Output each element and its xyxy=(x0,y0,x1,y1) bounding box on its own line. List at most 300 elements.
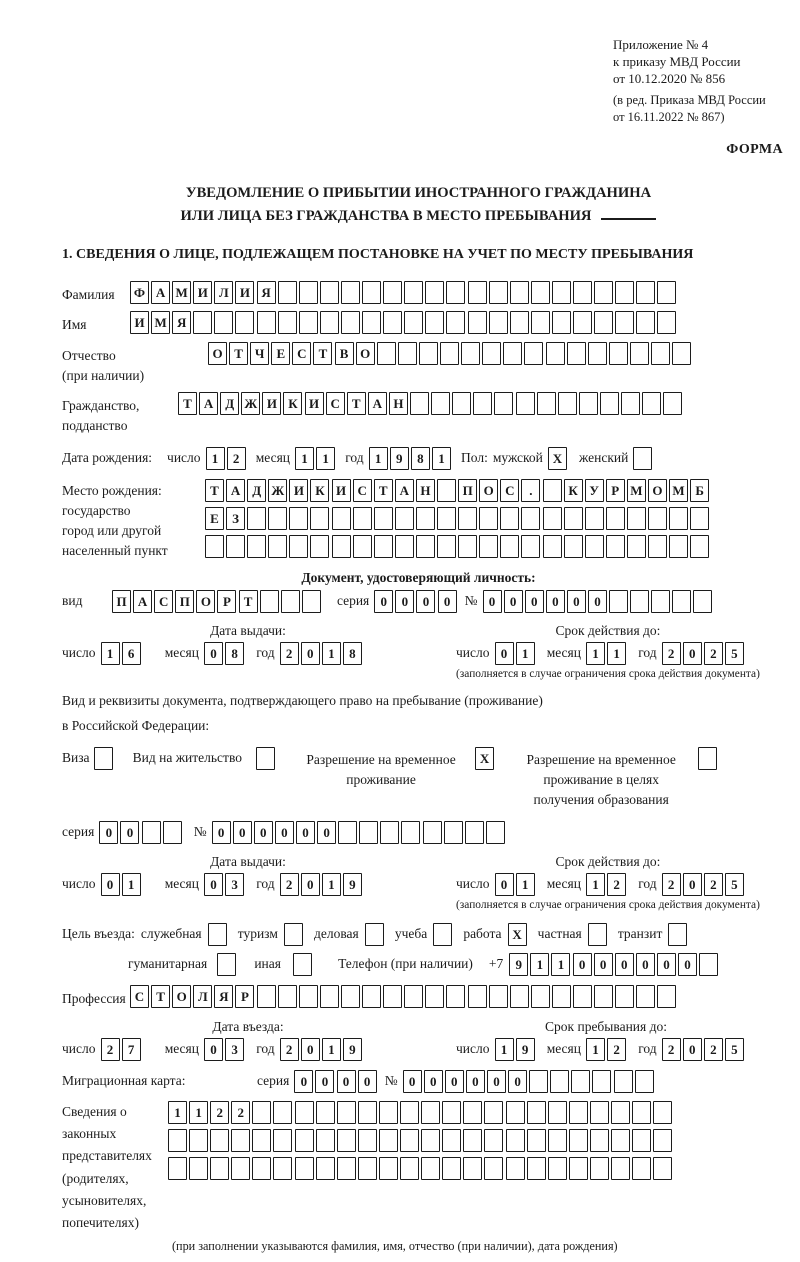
char-cell[interactable]: 0 xyxy=(317,821,336,844)
char-cell[interactable] xyxy=(461,342,480,365)
char-cell[interactable] xyxy=(416,507,435,530)
char-cell[interactable] xyxy=(440,342,459,365)
char-cell[interactable] xyxy=(594,311,613,334)
char-cell[interactable] xyxy=(564,507,583,530)
char-cell[interactable] xyxy=(189,1129,208,1152)
char-cell[interactable] xyxy=(548,1101,567,1124)
char-cell[interactable]: 0 xyxy=(294,1070,313,1093)
char-cell[interactable] xyxy=(564,535,583,558)
identity-type-cells[interactable] xyxy=(112,590,323,613)
char-cell[interactable]: П xyxy=(112,590,131,613)
char-cell[interactable]: 1 xyxy=(586,873,605,896)
char-cell[interactable] xyxy=(383,311,402,334)
char-cell[interactable]: Ж xyxy=(241,392,260,415)
char-cell[interactable] xyxy=(310,507,329,530)
char-cell[interactable] xyxy=(374,507,393,530)
char-cell[interactable] xyxy=(433,923,452,946)
char-cell[interactable]: 0 xyxy=(374,590,393,613)
char-cell[interactable]: 9 xyxy=(390,447,409,470)
char-cell[interactable] xyxy=(606,507,625,530)
char-cell[interactable] xyxy=(529,1070,548,1093)
char-cell[interactable]: X xyxy=(475,747,494,770)
char-cell[interactable] xyxy=(362,985,381,1008)
char-cell[interactable] xyxy=(516,392,535,415)
char-cell[interactable] xyxy=(569,1157,588,1180)
char-cell[interactable] xyxy=(341,281,360,304)
char-cell[interactable] xyxy=(699,953,718,976)
residence-number-cells[interactable] xyxy=(212,821,507,844)
char-cell[interactable] xyxy=(500,535,519,558)
char-cell[interactable] xyxy=(484,1101,503,1124)
char-cell[interactable]: О xyxy=(208,342,227,365)
identity-issue-year-cells[interactable] xyxy=(280,642,364,665)
char-cell[interactable]: Ф xyxy=(130,281,149,304)
char-cell[interactable] xyxy=(609,342,628,365)
char-cell[interactable] xyxy=(416,535,435,558)
char-cell[interactable]: С xyxy=(500,479,519,502)
char-cell[interactable] xyxy=(468,985,487,1008)
char-cell[interactable] xyxy=(193,311,212,334)
char-cell[interactable]: Н xyxy=(389,392,408,415)
entry-month-cells[interactable] xyxy=(204,1038,246,1061)
char-cell[interactable] xyxy=(521,535,540,558)
char-cell[interactable]: С xyxy=(292,342,311,365)
char-cell[interactable] xyxy=(395,535,414,558)
residence-valid-month-cells[interactable] xyxy=(586,873,628,896)
char-cell[interactable] xyxy=(208,923,227,946)
char-cell[interactable]: Л xyxy=(193,985,212,1008)
char-cell[interactable] xyxy=(527,1101,546,1124)
char-cell[interactable] xyxy=(332,507,351,530)
char-cell[interactable] xyxy=(657,311,676,334)
char-cell[interactable] xyxy=(552,311,571,334)
char-cell[interactable]: 0 xyxy=(438,590,457,613)
char-cell[interactable]: Н xyxy=(416,479,435,502)
char-cell[interactable] xyxy=(379,1157,398,1180)
char-cell[interactable] xyxy=(463,1129,482,1152)
char-cell[interactable]: 0 xyxy=(301,873,320,896)
char-cell[interactable]: Я xyxy=(172,311,191,334)
char-cell[interactable]: 0 xyxy=(678,953,697,976)
char-cell[interactable]: 2 xyxy=(704,1038,723,1061)
char-cell[interactable] xyxy=(594,985,613,1008)
char-cell[interactable] xyxy=(425,281,444,304)
char-cell[interactable] xyxy=(543,507,562,530)
char-cell[interactable] xyxy=(320,281,339,304)
char-cell[interactable] xyxy=(627,535,646,558)
char-cell[interactable] xyxy=(383,985,402,1008)
char-cell[interactable] xyxy=(446,281,465,304)
char-cell[interactable]: 9 xyxy=(516,1038,535,1061)
char-cell[interactable]: 0 xyxy=(683,873,702,896)
char-cell[interactable] xyxy=(642,392,661,415)
patronymic-cells[interactable] xyxy=(208,342,693,365)
char-cell[interactable]: О xyxy=(479,479,498,502)
char-cell[interactable] xyxy=(281,590,300,613)
char-cell[interactable]: 0 xyxy=(358,1070,377,1093)
char-cell[interactable]: 0 xyxy=(525,590,544,613)
entry-year-cells[interactable] xyxy=(280,1038,364,1061)
char-cell[interactable]: 1 xyxy=(586,642,605,665)
char-cell[interactable]: 0 xyxy=(636,953,655,976)
char-cell[interactable]: Т xyxy=(239,590,258,613)
char-cell[interactable] xyxy=(341,311,360,334)
char-cell[interactable] xyxy=(252,1157,271,1180)
char-cell[interactable] xyxy=(669,535,688,558)
residence-issue-day-cells[interactable] xyxy=(101,873,143,896)
char-cell[interactable]: М xyxy=(669,479,688,502)
char-cell[interactable] xyxy=(657,985,676,1008)
char-cell[interactable] xyxy=(615,985,634,1008)
char-cell[interactable]: 0 xyxy=(573,953,592,976)
char-cell[interactable]: Ч xyxy=(250,342,269,365)
char-cell[interactable]: О xyxy=(196,590,215,613)
char-cell[interactable]: 1 xyxy=(206,447,225,470)
char-cell[interactable]: 0 xyxy=(254,821,273,844)
char-cell[interactable]: А xyxy=(395,479,414,502)
char-cell[interactable] xyxy=(592,1070,611,1093)
char-cell[interactable] xyxy=(510,985,529,1008)
char-cell[interactable] xyxy=(537,392,556,415)
char-cell[interactable] xyxy=(337,1129,356,1152)
char-cell[interactable]: 1 xyxy=(586,1038,605,1061)
birth-month-cells[interactable] xyxy=(295,447,337,470)
char-cell[interactable] xyxy=(310,535,329,558)
char-cell[interactable] xyxy=(168,1157,187,1180)
char-cell[interactable]: 8 xyxy=(411,447,430,470)
char-cell[interactable]: К xyxy=(564,479,583,502)
char-cell[interactable] xyxy=(442,1101,461,1124)
char-cell[interactable] xyxy=(257,311,276,334)
char-cell[interactable] xyxy=(377,342,396,365)
char-cell[interactable] xyxy=(252,1129,271,1152)
char-cell[interactable]: 1 xyxy=(369,447,388,470)
char-cell[interactable]: 1 xyxy=(189,1101,208,1124)
char-cell[interactable] xyxy=(260,590,279,613)
char-cell[interactable]: 1 xyxy=(516,873,535,896)
char-cell[interactable]: 8 xyxy=(225,642,244,665)
char-cell[interactable] xyxy=(217,953,236,976)
char-cell[interactable]: 0 xyxy=(495,642,514,665)
char-cell[interactable] xyxy=(550,1070,569,1093)
char-cell[interactable] xyxy=(479,507,498,530)
char-cell[interactable] xyxy=(503,342,522,365)
char-cell[interactable] xyxy=(606,535,625,558)
char-cell[interactable]: 2 xyxy=(280,642,299,665)
surname-cells[interactable] xyxy=(130,281,678,304)
birth-place-cells-row3[interactable] xyxy=(205,535,711,558)
visa-checkbox[interactable] xyxy=(94,747,115,770)
char-cell[interactable] xyxy=(284,923,303,946)
char-cell[interactable]: И xyxy=(193,281,212,304)
char-cell[interactable] xyxy=(548,1129,567,1152)
char-cell[interactable] xyxy=(506,1157,525,1180)
char-cell[interactable] xyxy=(358,1101,377,1124)
birth-year-cells[interactable] xyxy=(369,447,453,470)
char-cell[interactable] xyxy=(289,535,308,558)
char-cell[interactable] xyxy=(600,392,619,415)
char-cell[interactable] xyxy=(458,535,477,558)
char-cell[interactable] xyxy=(463,1101,482,1124)
char-cell[interactable] xyxy=(552,985,571,1008)
char-cell[interactable]: 0 xyxy=(337,1070,356,1093)
char-cell[interactable]: Я xyxy=(257,281,276,304)
char-cell[interactable] xyxy=(404,985,423,1008)
char-cell[interactable] xyxy=(506,1101,525,1124)
char-cell[interactable] xyxy=(546,342,565,365)
char-cell[interactable] xyxy=(698,747,717,770)
char-cell[interactable] xyxy=(510,281,529,304)
char-cell[interactable] xyxy=(672,342,691,365)
char-cell[interactable]: С xyxy=(326,392,345,415)
char-cell[interactable]: 0 xyxy=(424,1070,443,1093)
char-cell[interactable] xyxy=(257,985,276,1008)
char-cell[interactable]: И xyxy=(289,479,308,502)
char-cell[interactable]: 1 xyxy=(551,953,570,976)
turizm-checkbox[interactable] xyxy=(284,923,305,946)
char-cell[interactable] xyxy=(256,747,275,770)
char-cell[interactable]: 5 xyxy=(725,873,744,896)
char-cell[interactable] xyxy=(543,479,562,502)
char-cell[interactable] xyxy=(489,281,508,304)
char-cell[interactable] xyxy=(571,1070,590,1093)
char-cell[interactable] xyxy=(473,392,492,415)
char-cell[interactable]: 1 xyxy=(322,1038,341,1061)
char-cell[interactable]: А xyxy=(199,392,218,415)
char-cell[interactable] xyxy=(231,1129,250,1152)
char-cell[interactable]: 0 xyxy=(403,1070,422,1093)
char-cell[interactable] xyxy=(500,507,519,530)
birth-place-cells-row1[interactable] xyxy=(205,479,711,502)
char-cell[interactable]: 2 xyxy=(210,1101,229,1124)
char-cell[interactable] xyxy=(548,1157,567,1180)
char-cell[interactable] xyxy=(365,923,384,946)
char-cell[interactable]: 0 xyxy=(683,1038,702,1061)
char-cell[interactable]: 0 xyxy=(445,1070,464,1093)
ucheba-checkbox[interactable] xyxy=(433,923,454,946)
char-cell[interactable] xyxy=(636,985,655,1008)
char-cell[interactable] xyxy=(543,535,562,558)
char-cell[interactable] xyxy=(611,1129,630,1152)
char-cell[interactable]: Т xyxy=(229,342,248,365)
char-cell[interactable] xyxy=(374,535,393,558)
char-cell[interactable]: 9 xyxy=(509,953,528,976)
inaya-checkbox[interactable] xyxy=(293,953,314,976)
representatives-cells-row1[interactable] xyxy=(168,1101,674,1124)
char-cell[interactable] xyxy=(395,507,414,530)
char-cell[interactable] xyxy=(524,342,543,365)
representatives-cells-row3[interactable] xyxy=(168,1157,674,1180)
char-cell[interactable] xyxy=(442,1129,461,1152)
char-cell[interactable]: 0 xyxy=(301,642,320,665)
char-cell[interactable]: 0 xyxy=(99,821,118,844)
char-cell[interactable]: Д xyxy=(220,392,239,415)
char-cell[interactable] xyxy=(295,1101,314,1124)
char-cell[interactable] xyxy=(299,281,318,304)
gumanitarnaya-checkbox[interactable] xyxy=(217,953,238,976)
char-cell[interactable]: О xyxy=(648,479,667,502)
char-cell[interactable] xyxy=(421,1101,440,1124)
char-cell[interactable] xyxy=(615,311,634,334)
char-cell[interactable] xyxy=(299,985,318,1008)
char-cell[interactable] xyxy=(693,590,712,613)
char-cell[interactable]: 1 xyxy=(322,642,341,665)
char-cell[interactable] xyxy=(632,1157,651,1180)
char-cell[interactable]: К xyxy=(310,479,329,502)
char-cell[interactable] xyxy=(359,821,378,844)
char-cell[interactable] xyxy=(463,1157,482,1180)
char-cell[interactable] xyxy=(609,590,628,613)
chastnaya-checkbox[interactable] xyxy=(588,923,609,946)
char-cell[interactable] xyxy=(468,281,487,304)
rabota-checkbox[interactable] xyxy=(508,923,529,946)
char-cell[interactable] xyxy=(527,1157,546,1180)
char-cell[interactable]: 1 xyxy=(530,953,549,976)
char-cell[interactable] xyxy=(486,821,505,844)
char-cell[interactable] xyxy=(484,1129,503,1152)
char-cell[interactable]: 0 xyxy=(315,1070,334,1093)
char-cell[interactable] xyxy=(588,923,607,946)
char-cell[interactable] xyxy=(226,535,245,558)
char-cell[interactable] xyxy=(653,1129,672,1152)
char-cell[interactable] xyxy=(163,821,182,844)
char-cell[interactable] xyxy=(437,479,456,502)
char-cell[interactable] xyxy=(358,1129,377,1152)
char-cell[interactable] xyxy=(452,392,471,415)
char-cell[interactable]: 9 xyxy=(343,1038,362,1061)
char-cell[interactable] xyxy=(268,535,287,558)
char-cell[interactable] xyxy=(635,1070,654,1093)
char-cell[interactable] xyxy=(669,507,688,530)
char-cell[interactable] xyxy=(235,311,254,334)
char-cell[interactable] xyxy=(421,1129,440,1152)
tranzit-checkbox[interactable] xyxy=(668,923,689,946)
char-cell[interactable] xyxy=(614,1070,633,1093)
char-cell[interactable] xyxy=(588,342,607,365)
char-cell[interactable]: 0 xyxy=(567,590,586,613)
residence-issue-month-cells[interactable] xyxy=(204,873,246,896)
char-cell[interactable] xyxy=(400,1101,419,1124)
residence-issue-year-cells[interactable] xyxy=(280,873,364,896)
char-cell[interactable]: 1 xyxy=(168,1101,187,1124)
char-cell[interactable] xyxy=(442,1157,461,1180)
male-checkbox[interactable] xyxy=(548,447,569,470)
char-cell[interactable]: 0 xyxy=(683,642,702,665)
char-cell[interactable] xyxy=(338,821,357,844)
char-cell[interactable] xyxy=(293,953,312,976)
char-cell[interactable] xyxy=(573,985,592,1008)
char-cell[interactable] xyxy=(558,392,577,415)
char-cell[interactable] xyxy=(362,281,381,304)
char-cell[interactable] xyxy=(320,985,339,1008)
char-cell[interactable] xyxy=(531,985,550,1008)
char-cell[interactable] xyxy=(489,985,508,1008)
char-cell[interactable] xyxy=(657,281,676,304)
char-cell[interactable] xyxy=(627,507,646,530)
char-cell[interactable]: 0 xyxy=(657,953,676,976)
char-cell[interactable] xyxy=(94,747,113,770)
char-cell[interactable]: И xyxy=(305,392,324,415)
char-cell[interactable]: 1 xyxy=(122,873,141,896)
temp-residence-checkbox[interactable] xyxy=(475,747,496,770)
char-cell[interactable] xyxy=(573,311,592,334)
char-cell[interactable] xyxy=(663,392,682,415)
char-cell[interactable] xyxy=(690,507,709,530)
char-cell[interactable]: 7 xyxy=(122,1038,141,1061)
char-cell[interactable]: Б xyxy=(690,479,709,502)
char-cell[interactable]: 2 xyxy=(227,447,246,470)
identity-series-cells[interactable] xyxy=(374,590,458,613)
char-cell[interactable]: 0 xyxy=(296,821,315,844)
char-cell[interactable] xyxy=(273,1129,292,1152)
char-cell[interactable]: Л xyxy=(214,281,233,304)
char-cell[interactable]: Т xyxy=(178,392,197,415)
char-cell[interactable] xyxy=(651,342,670,365)
char-cell[interactable] xyxy=(672,590,691,613)
char-cell[interactable] xyxy=(320,311,339,334)
residence-permit-checkbox[interactable] xyxy=(256,747,277,770)
char-cell[interactable]: 0 xyxy=(508,1070,527,1093)
char-cell[interactable] xyxy=(510,311,529,334)
char-cell[interactable] xyxy=(648,535,667,558)
char-cell[interactable] xyxy=(585,507,604,530)
char-cell[interactable]: А xyxy=(151,281,170,304)
char-cell[interactable] xyxy=(316,1101,335,1124)
char-cell[interactable]: М xyxy=(172,281,191,304)
char-cell[interactable] xyxy=(247,535,266,558)
char-cell[interactable]: 0 xyxy=(212,821,231,844)
char-cell[interactable] xyxy=(278,985,297,1008)
char-cell[interactable] xyxy=(579,392,598,415)
char-cell[interactable] xyxy=(590,1129,609,1152)
birth-day-cells[interactable] xyxy=(206,447,248,470)
identity-valid-day-cells[interactable] xyxy=(495,642,537,665)
char-cell[interactable]: 0 xyxy=(495,873,514,896)
char-cell[interactable]: 0 xyxy=(615,953,634,976)
char-cell[interactable] xyxy=(668,923,687,946)
char-cell[interactable]: 1 xyxy=(322,873,341,896)
char-cell[interactable] xyxy=(398,342,417,365)
char-cell[interactable] xyxy=(590,1157,609,1180)
char-cell[interactable]: 2 xyxy=(280,873,299,896)
char-cell[interactable] xyxy=(611,1157,630,1180)
char-cell[interactable] xyxy=(458,507,477,530)
representatives-cells-row2[interactable] xyxy=(168,1129,674,1152)
char-cell[interactable]: Д xyxy=(247,479,266,502)
residence-valid-day-cells[interactable] xyxy=(495,873,537,896)
char-cell[interactable] xyxy=(302,590,321,613)
female-checkbox[interactable] xyxy=(633,447,654,470)
birth-place-cells-row2[interactable] xyxy=(205,507,711,530)
char-cell[interactable]: Я xyxy=(214,985,233,1008)
char-cell[interactable] xyxy=(484,1157,503,1180)
char-cell[interactable]: 1 xyxy=(101,642,120,665)
temp-residence-education-checkbox[interactable] xyxy=(698,747,719,770)
char-cell[interactable]: 1 xyxy=(295,447,314,470)
char-cell[interactable]: 8 xyxy=(343,642,362,665)
char-cell[interactable]: 2 xyxy=(704,642,723,665)
char-cell[interactable]: Е xyxy=(205,507,224,530)
char-cell[interactable] xyxy=(341,985,360,1008)
char-cell[interactable] xyxy=(431,392,450,415)
char-cell[interactable] xyxy=(590,1101,609,1124)
char-cell[interactable] xyxy=(278,311,297,334)
residence-series-cells[interactable] xyxy=(99,821,183,844)
char-cell[interactable]: 2 xyxy=(662,1038,681,1061)
char-cell[interactable]: А xyxy=(368,392,387,415)
char-cell[interactable] xyxy=(337,1101,356,1124)
char-cell[interactable] xyxy=(189,1157,208,1180)
